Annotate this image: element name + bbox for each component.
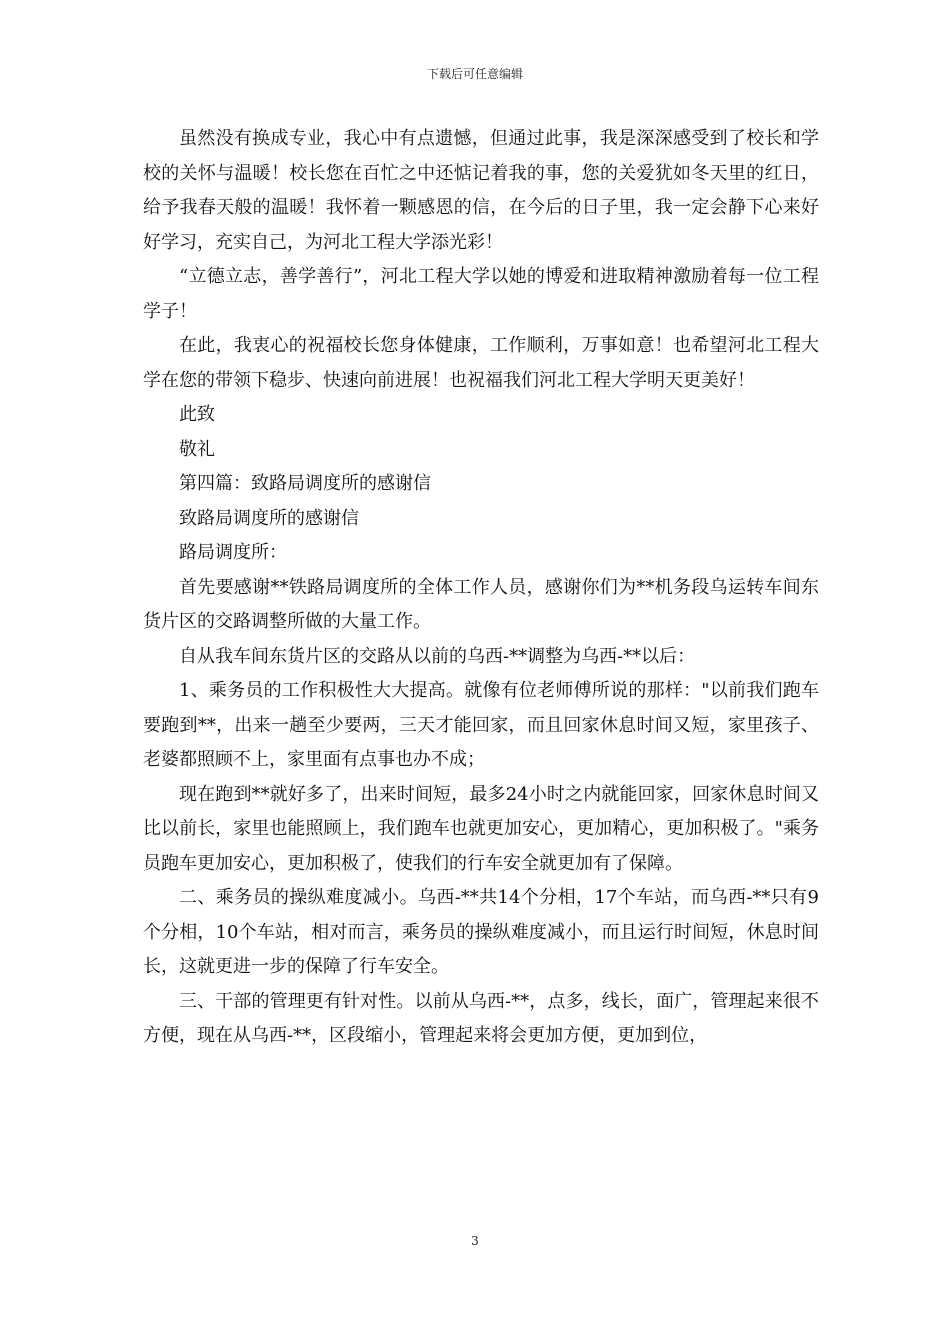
paragraph: 三、干部的管理更有针对性。以前从乌西-**，点多，线长，面广，管理起来很不方便，现在从乌西-**，区段缩小，管理起来将会更加方便，更加到位， — [143, 990, 819, 1046]
paragraph: 1、乘务员的工作积极性大大提高。就像有位老师傅所说的那样："以前我们跑车要跑到**，出来一趟至少要两，三天才能回家，而且回家休息时间又短，家里孩子、老婆都照顾不上，家里面有点事也办不成； — [143, 680, 819, 770]
paragraph: 二、乘务员的操纵难度减小。乌西-**共14个分相，17个车站，而乌西-**只有9个分相，10个车站，相对而言，乘务员的操纵难度减小，而且运行时间短，休息时间长，这就更进一步的保障了行车安全。 — [143, 887, 819, 977]
paragraph: 虽然没有换成专业，我心中有点遗憾，但通过此事，我是深深感受到了校长和学校的关怀与温暖！校长您在百忙之中还惦记着我的事，您的关爱犹如冬天里的红日，给予我春天般的温暖！我怀着一颗感恩的信，在今后的日子里，我一定会静下心来好好学习，充实自己，为河北工程大学添光彩！ — [143, 128, 819, 253]
closing-line: 敬礼 — [179, 438, 215, 460]
section-title: 第四篇：致路局调度所的感谢信 — [179, 473, 431, 494]
paragraph: 现在跑到**就好多了，出来时间短，最多24小时之内就能回家，回家休息时间又比以前长，家里也能照顾上，我们跑车也就更加安心，更加精心，更加积极了。"乘务员跑车更加安心，更加积极了，使我们的行车安全就更加有了保障。 — [143, 783, 819, 874]
page-number: 3 — [471, 1234, 479, 1248]
paragraph: “立德立志，善学善行”，河北工程大学以她的博爱和进取精神激励着每一位工程学子！ — [143, 266, 819, 322]
salutation: 路局调度所： — [179, 542, 287, 563]
paragraph: 首先要感谢**铁路局调度所的全体工作人员，感谢你们为**机务段乌运转车间东货片区的交路调整所做的大量工作。 — [143, 576, 819, 632]
page-header: 下载后可任意编辑 — [426, 67, 523, 81]
letter-title: 致路局调度所的感谢信 — [179, 507, 359, 529]
document-body — [143, 122, 819, 1054]
paragraph: 自从我车间东货片区的交路从以前的乌西-**调整为乌西-**以后： — [179, 645, 696, 667]
closing-line: 此致 — [179, 404, 215, 425]
paragraph: 在此，我衷心的祝福校长您身体健康，工作顺利，万事如意！也希望河北工程大学在您的带领下稳步、快速向前进展！也祝福我们河北工程大学明天更美好！ — [143, 335, 819, 391]
